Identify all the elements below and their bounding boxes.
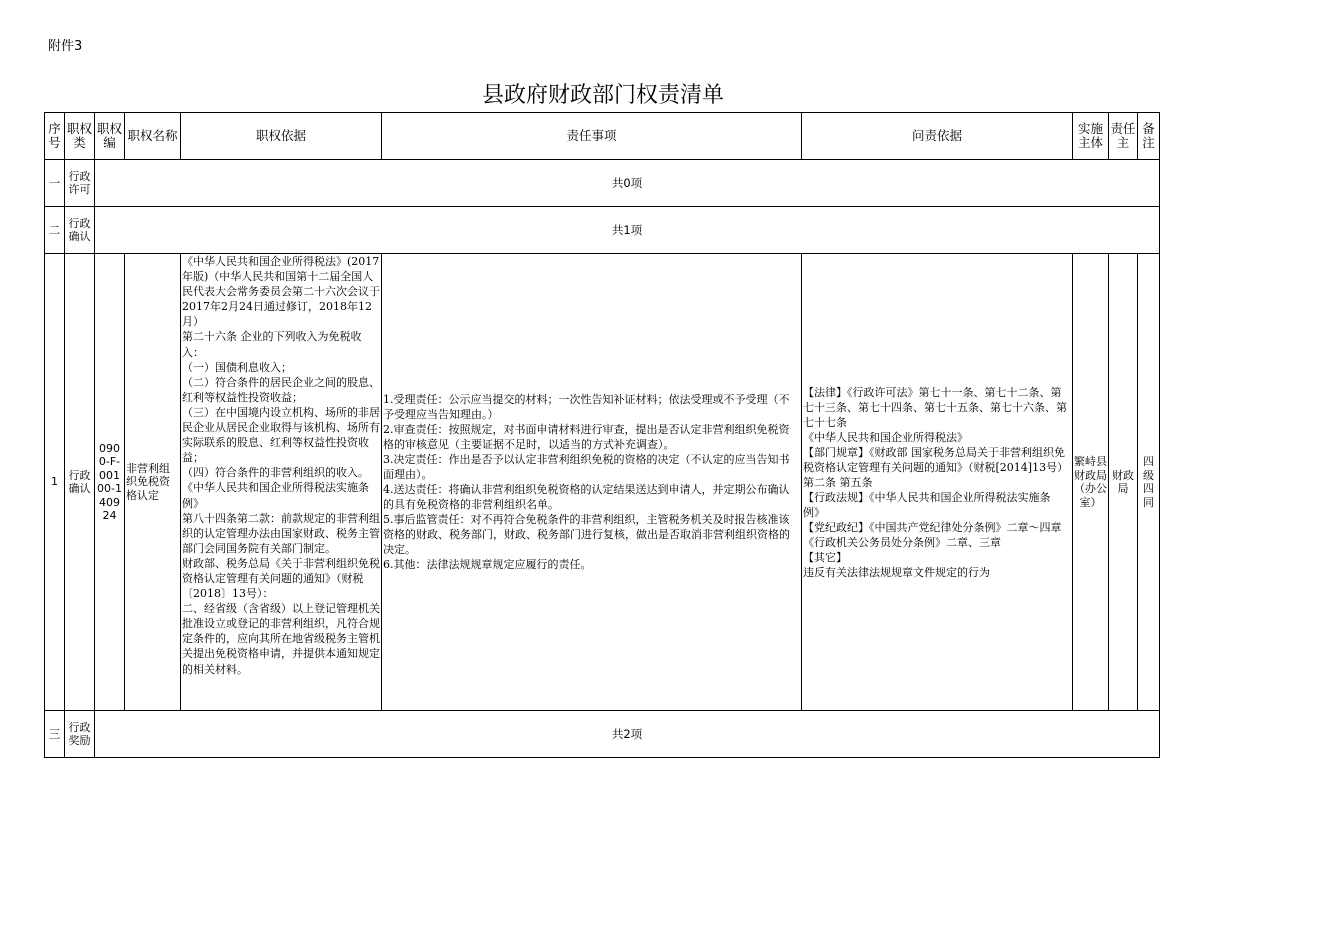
category-row-confirmation [45,207,1160,254]
row-duty: 财政局 [1109,254,1138,711]
row-remark: 四级四同 [1138,254,1160,711]
page-title: 县政府财政部门权责清单 [481,83,724,108]
header-type: 职权类 [65,113,95,160]
header-seq: 序号 [45,113,65,160]
header-accountability: 问责依据 [802,113,1073,160]
category-seq: 一 [45,160,65,207]
category-type: 行政奖励 [65,711,95,758]
category-count: 共2项 [95,711,1160,758]
header-row [45,113,1160,160]
category-seq: 三 [45,711,65,758]
header-duty: 责任主 [1109,113,1138,160]
row-type: 行政确认 [65,254,95,711]
row-seq: 1 [45,254,65,711]
header-name: 职权名称 [125,113,181,160]
header-code: 职权编 [95,113,125,160]
category-count: 共0项 [95,160,1160,207]
header-responsibility: 责任事项 [382,113,802,160]
row-responsibility: 1.受理责任：公示应当提交的材料；一次性告知补证材料；依法受理或不予受理（不予受理应当告知理由。） 2.审查责任：按照规定，对书面申请材料进行审查，提出是否认定非营利组织免税资格的审核意见（主要证据不足时，以适当的方式补充调查）。 3.决定责任：作出是否予以认定非营利组织免税的资格的决定（不认定的应当告知书面理由）。 4.送达责任：将确认非营利组织免税资格的认定结果送达到申请人，并定期公布确认的具有免税资格的非营利组织名单。 5.事后监管责任：对不再符合免税条件的非营利组织，主管税务机关及时报告核准该资格的财政、税务部门，财政、税务部门进行复核，做出是否取消非营利组织资格的决定。 6.其他：法律法规规章规定应履行的责任。 [382,254,802,711]
category-count: 共1项 [95,207,1160,254]
table-row [45,254,1160,711]
row-subject: 繁峙县财政局（办公室） [1073,254,1109,711]
header-basis: 职权依据 [181,113,382,160]
row-accountability: 【法律】《行政许可法》第七十一条、第七十二条、第七十三条、第七十四条、第七十五条、第七十六条、第七十七条 《中华人民共和国企业所得税法》 【部门规章】《财政部 国家税务总局关于非营利组织免税资格认定管理有关问题的通知》（财税[2014]13号）第二条 第五条 【行政法规】《中华人民共和国企业所得税法实施条例》 【党纪政纪】《中国共产党纪律处分条例》二章～四章 《行政机关公务员处分条例》二章、三章 【其它】 违反有关法律法规规章文件规定的行为 [802,254,1073,711]
row-basis [181,254,382,711]
power-responsibility-table [44,112,1160,758]
row-basis-text: 《中华人民共和国企业所得税法》(2017年版)（中华人民共和国第十二届全国人民代表大会常务委员会第二十六次会议于2017年2月24日通过修订，2018年12月） 第二十六条 企业的下列收入为免税收入： （一）国债利息收入； （二）符合条件的居民企业之间的股息、红利等权益性投资收益； （三）在中国境内设立机构、场所的非居民企业从居民企业取得与该机构、场所有实际联系的股息、红利等权益性投资收益； （四）符合条件的非营利组织的收入。 《中华人民共和国企业所得税法实施条例》 第八十四条第二款：前款规定的非营利组织的认定管理办法由国家财政、税务主管部门会同国务院有关部门制定。 财政部、税务总局《关于非营利组织免税资格认定管理有关问题的通知》（财税〔2018〕13号）： 二、经省级（含省级）以上登记管理机关批准设立或登记的非营利组织，凡符合规定条件的，应向其所在地省级税务主管机关提出免税资格申请，并提供本通知规定的相关材料。 [182,255,380,676]
row-name: 非营利组织免税资格认定 [125,254,181,711]
category-seq: 二 [45,207,65,254]
category-type: 行政许可 [65,160,95,207]
row-code: 0900-F-00100-140924 [95,254,125,711]
header-subject: 实施主体 [1073,113,1109,160]
category-type: 行政确认 [65,207,95,254]
attachment-label: 附件3 [48,39,83,54]
category-row-permit [45,160,1160,207]
header-remark: 备注 [1138,113,1160,160]
category-row-reward [45,711,1160,758]
